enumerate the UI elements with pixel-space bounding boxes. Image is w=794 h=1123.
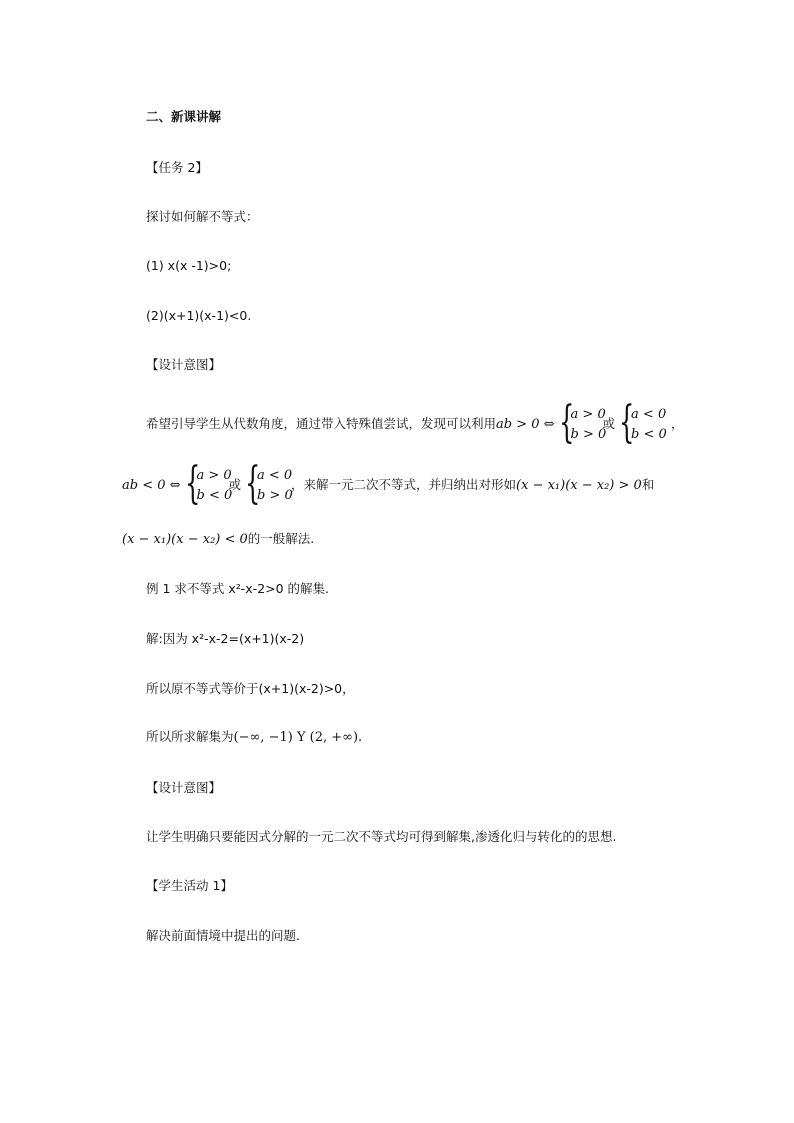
design-intent-label-1: 【设计意图】	[146, 357, 222, 372]
system-2-row-1: a < 0	[631, 406, 667, 422]
design-intent-text-a: 希望引导学生从代数角度，通过带入特殊值尝试，发现可以利用	[146, 416, 497, 431]
problem-item-1: (1) x(x -1)>0;	[146, 258, 232, 273]
system-3	[184, 457, 233, 509]
form-greater-expr: (x − x₁)(x − x₂) > 0	[516, 478, 642, 493]
design-intent-line-2	[122, 457, 655, 509]
system-1-row-2: b > 0	[570, 426, 607, 442]
design-intent-line-1	[146, 396, 684, 448]
solution-line-3-text: 所以所求解集为	[146, 729, 234, 744]
design-intent-text-b: ，来解一元二次不等式，并归纳出对形如	[291, 477, 517, 492]
student-activity-text: 解决前面情境中提出的问题.	[146, 928, 300, 943]
design-intent-text-c: 的一般解法.	[247, 531, 315, 546]
design-intent-text-2: 让学生明确只要能因式分解的一元二次不等式均可得到解集,渗透化归与转化的的思想.	[146, 829, 617, 844]
design-intent-line-3	[122, 530, 314, 549]
system-2-row-2: b < 0	[631, 426, 667, 442]
comma: ，	[671, 416, 684, 431]
left-brace: {	[245, 457, 261, 509]
system-4	[245, 457, 293, 509]
system-1	[558, 396, 607, 448]
left-brace: {	[184, 457, 200, 509]
system-2	[619, 396, 671, 448]
design-intent-label-2: 【设计意图】	[146, 780, 222, 795]
example-1: 例 1 求不等式 x²-x-2>0 的解集.	[146, 581, 330, 596]
student-activity-label: 【学生活动 1】	[146, 878, 233, 893]
solution-set-expr: (−∞, −1) Y (2, +∞).	[233, 730, 363, 745]
task-label: 【任务 2】	[146, 160, 208, 175]
section-title: 二、新课讲解	[146, 109, 222, 124]
and-word: 和	[641, 477, 655, 492]
solution-line-1: 解:因为 x²-x-2=(x+1)(x-2)	[146, 631, 305, 646]
form-less-expr: (x − x₁)(x − x₂) < 0	[122, 532, 248, 547]
system-4-row-2: b > 0	[257, 487, 293, 503]
or-word: 或	[228, 477, 242, 492]
system-4-row-1: a < 0	[257, 467, 293, 483]
left-brace: {	[558, 396, 574, 448]
system-3-row-1: a > 0	[196, 467, 232, 483]
problem-item-2: (2)(x+1)(x-1)<0.	[146, 308, 252, 323]
system-3-row-2: b < 0	[196, 487, 233, 503]
or-word: 或	[602, 416, 616, 431]
left-brace: {	[619, 396, 635, 448]
solution-line-3	[146, 728, 362, 747]
ab-negative-expr: ab < 0 ⇔	[122, 478, 181, 493]
system-1-row-1: a > 0	[570, 406, 606, 422]
ab-positive-expr: ab > 0 ⇔	[496, 417, 555, 432]
task-intro: 探讨如何解不等式：	[146, 209, 259, 224]
solution-line-2: 所以原不等式等价于(x+1)(x-2)>0，	[146, 681, 355, 696]
